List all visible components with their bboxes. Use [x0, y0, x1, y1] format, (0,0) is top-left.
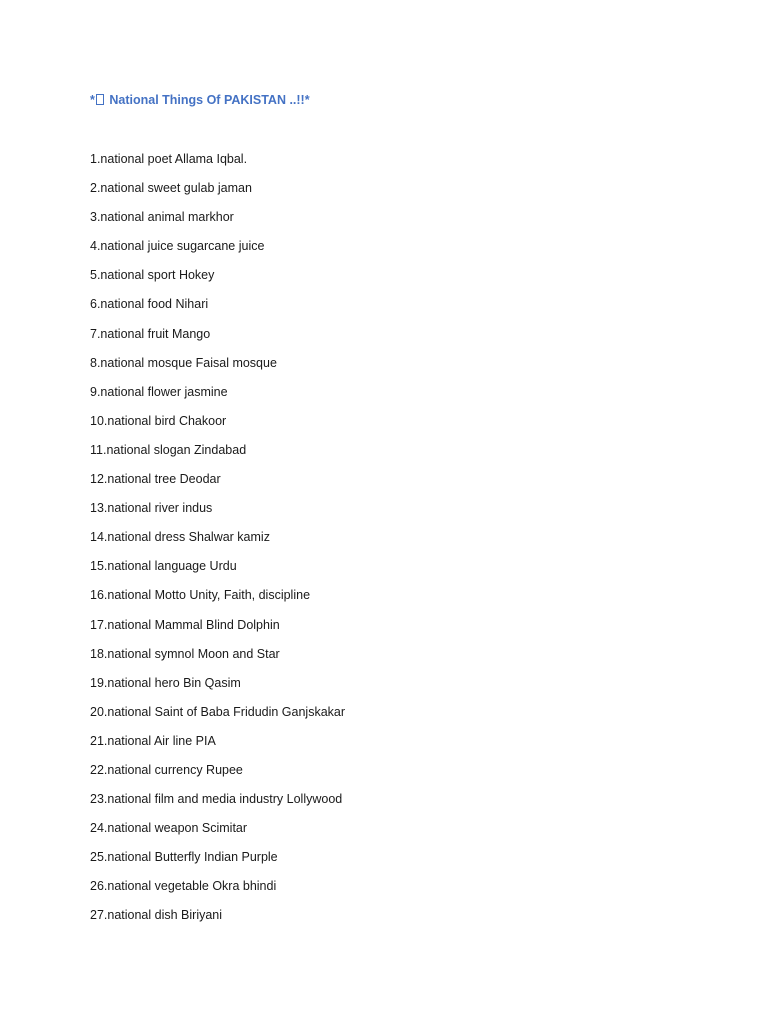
list-item: 27.national dish Biriyani	[90, 908, 223, 923]
list-item: 16.national Motto Unity, Faith, discipline	[90, 588, 311, 603]
list-item: 18.national symnol Moon and Star	[90, 646, 280, 661]
national-things-list	[90, 151, 345, 937]
title-text: National Things Of PAKISTAN ..!!*	[109, 93, 310, 107]
list-item: 8.national mosque Faisal mosque	[90, 355, 277, 370]
list-item: 9.national flower jasmine	[90, 384, 228, 399]
list-item: 2.national sweet gulab jaman	[90, 181, 252, 196]
list-item: 24.national weapon Scimitar	[90, 821, 248, 836]
list-item: 10.national bird Chakoor	[90, 413, 227, 428]
list-item: 23.national film and media industry Lollywood	[90, 792, 343, 807]
list-item: 14.national dress Shalwar kamiz	[90, 530, 270, 545]
list-item: 1.national poet Allama Iqbal.	[90, 152, 248, 166]
list-item: 15.national language Urdu	[90, 559, 237, 574]
list-item: 19.national hero Bin Qasim	[90, 675, 241, 690]
list-item: 7.national fruit Mango	[90, 326, 211, 341]
list-item: 3.national animal markhor	[90, 210, 234, 225]
list-item: 25.national Butterfly Indian Purple	[90, 850, 278, 865]
title-prefix: *	[90, 93, 95, 107]
list-item: 26.national vegetable Okra bhindi	[90, 879, 277, 894]
list-item: 13.national river indus	[90, 501, 213, 516]
list-item: 20.national Saint of Baba Fridudin Ganjskakar	[90, 704, 346, 719]
list-item: 17.national Mammal Blind Dolphin	[90, 617, 280, 632]
missing-glyph-icon	[96, 94, 104, 105]
list-item: 5.national sport Hokey	[90, 268, 215, 283]
list-item: 21.national Air line PIA	[90, 733, 216, 748]
list-item: 22.national currency Rupee	[90, 762, 243, 777]
list-item: 6.national food Nihari	[90, 297, 209, 312]
document-title	[90, 93, 310, 107]
list-item: 12.national tree Deodar	[90, 472, 221, 487]
list-item: 4.national juice sugarcane juice	[90, 239, 265, 254]
list-item: 11.national slogan Zindabad	[90, 442, 247, 457]
